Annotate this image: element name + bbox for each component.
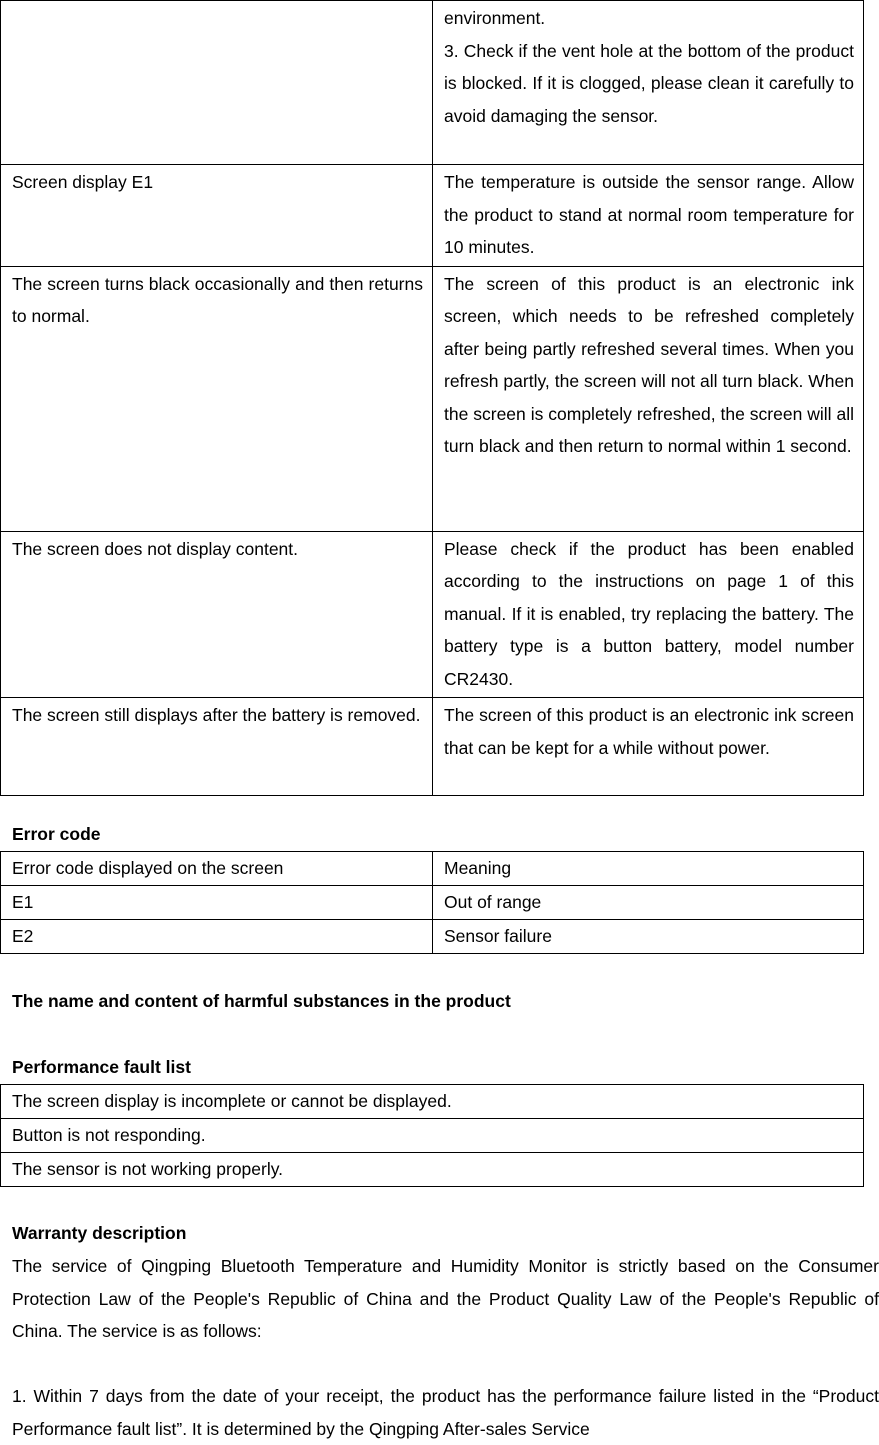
table-row [1,920,864,954]
table-row [1,886,864,920]
problem-cell: The screen still displays after the battery is removed. [1,698,433,796]
table-row [1,1,864,165]
table-row [1,1119,864,1153]
problem-cell: Screen display E1 [1,165,433,267]
warranty-paragraph: The service of Qingping Bluetooth Temperature and Humidity Monitor is strictly based on the Consumer Protection Law of the People's Republic of China and the Product Quality Law of the People's Republic of China. The service is as follows: [12,1256,879,1341]
table-row [1,1085,864,1119]
solution-cell: The temperature is outside the sensor range. Allow the product to stand at normal room temperature for 10 minutes. [433,165,864,267]
harmful-substances-heading: The name and content of harmful substances in the product [12,991,511,1011]
table-cell: The screen display is incomplete or cannot be displayed. [1,1085,864,1119]
warranty-heading: Warranty description [12,1223,187,1243]
error-code-heading: Error code [12,824,101,844]
solution-text: 3. Check if the vent hole at the bottom of the product is blocked. If it is clogged, please clean it carefully to avoid damaging the sensor. [444,40,854,126]
solution-text: environment. [444,8,546,28]
table-cell: Out of range [433,886,864,920]
problem-cell: The screen does not display content. [1,531,433,698]
table-row [1,531,864,698]
table-header-row [1,852,864,886]
solution-cell: Please check if the product has been enabled according to the instructions on page 1 of this manual. If it is enabled, try replacing the battery. The battery type is a button battery, model number CR2430. [433,531,864,698]
table-cell: E1 [1,886,433,920]
table-cell: Button is not responding. [1,1119,864,1153]
solution-cell: The screen of this product is an electronic ink screen, which needs to be refreshed completely after being partly refreshed several times. When you refresh partly, the screen will not all turn black. When the screen is completely refreshed, the screen will all turn black and then return to normal within 1 second. [433,266,864,531]
table-cell: E2 [1,920,433,954]
performance-fault-heading: Performance fault list [12,1057,191,1077]
problem-cell [1,1,433,165]
solution-cell: The screen of this product is an electronic ink screen that can be kept for a while without power. [433,698,864,796]
table-row [1,698,864,796]
table-row [1,266,864,531]
table-cell: Sensor failure [433,920,864,954]
table-row [1,165,864,267]
error-code-table [0,851,864,954]
performance-fault-table [0,1084,864,1187]
solution-cell [433,1,864,165]
table-row [1,1153,864,1187]
warranty-item-1: 1. Within 7 days from the date of your receipt, the product has the performance failure listed in the “Product Performance fault list”. It is determined by the Qingping After-sales Service [12,1386,879,1439]
problem-cell: The screen turns black occasionally and then returns to normal. [1,266,433,531]
table-cell: The sensor is not working properly. [1,1153,864,1187]
column-header: Error code displayed on the screen [1,852,433,886]
column-header: Meaning [433,852,864,886]
